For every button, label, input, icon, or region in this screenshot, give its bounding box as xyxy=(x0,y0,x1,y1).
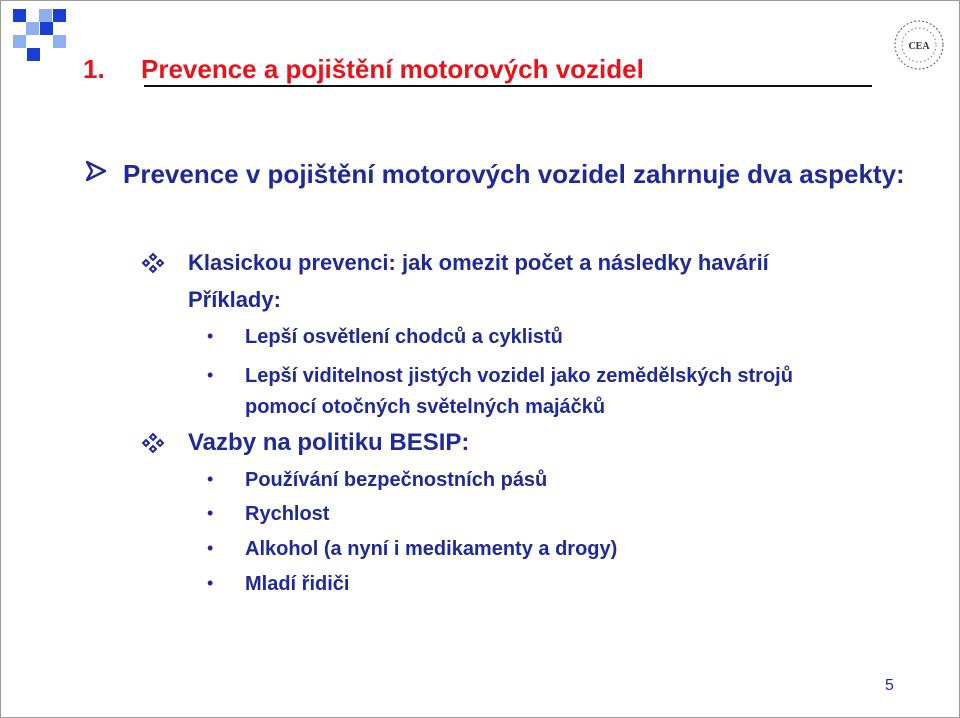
diamond-cluster-icon xyxy=(141,252,165,274)
dot-bullet-icon: • xyxy=(207,538,214,558)
main-heading: Prevence v pojištění motorových vozidel zahrnuje dva aspekty: xyxy=(123,159,905,189)
dot-bullet-icon: • xyxy=(207,326,214,346)
decorative-squares-icon xyxy=(13,9,79,65)
list-item-continuation: pomocí otočných světelných majáčků xyxy=(245,396,606,418)
list-item: Lepší viditelnost jistých vozidel jako zemědělských strojů xyxy=(245,365,793,387)
section-2-label: Vazby na politiku BESIP: xyxy=(188,429,470,456)
dot-bullet-icon: • xyxy=(207,365,214,385)
dot-bullet-icon: • xyxy=(207,469,214,489)
title-text: Prevence a pojištění motorových vozidel xyxy=(141,54,644,84)
section-1-sublabel: Příklady: xyxy=(188,287,281,312)
page-number: 5 xyxy=(885,677,894,694)
list-item: Alkohol (a nyní i medikamenty a drogy) xyxy=(245,538,618,560)
arrow-bullet-icon xyxy=(85,160,107,182)
section-1-label: Klasickou prevenci: jak omezit počet a následky havárií xyxy=(188,250,769,275)
title-underline xyxy=(144,85,872,87)
diamond-cluster-icon xyxy=(141,432,165,454)
dot-bullet-icon: • xyxy=(207,573,214,593)
svg-text:CEA: CEA xyxy=(908,41,930,52)
list-item: Rychlost xyxy=(245,503,330,525)
list-item: Používání bezpečnostních pásů xyxy=(245,469,548,491)
slide-title xyxy=(83,51,644,87)
dot-bullet-icon: • xyxy=(207,503,214,523)
list-item: Lepší osvětlení chodců a cyklistů xyxy=(245,326,563,348)
list-item: Mladí řidiči xyxy=(245,573,350,595)
cea-logo-icon xyxy=(893,19,945,71)
title-number: 1. xyxy=(83,54,105,84)
